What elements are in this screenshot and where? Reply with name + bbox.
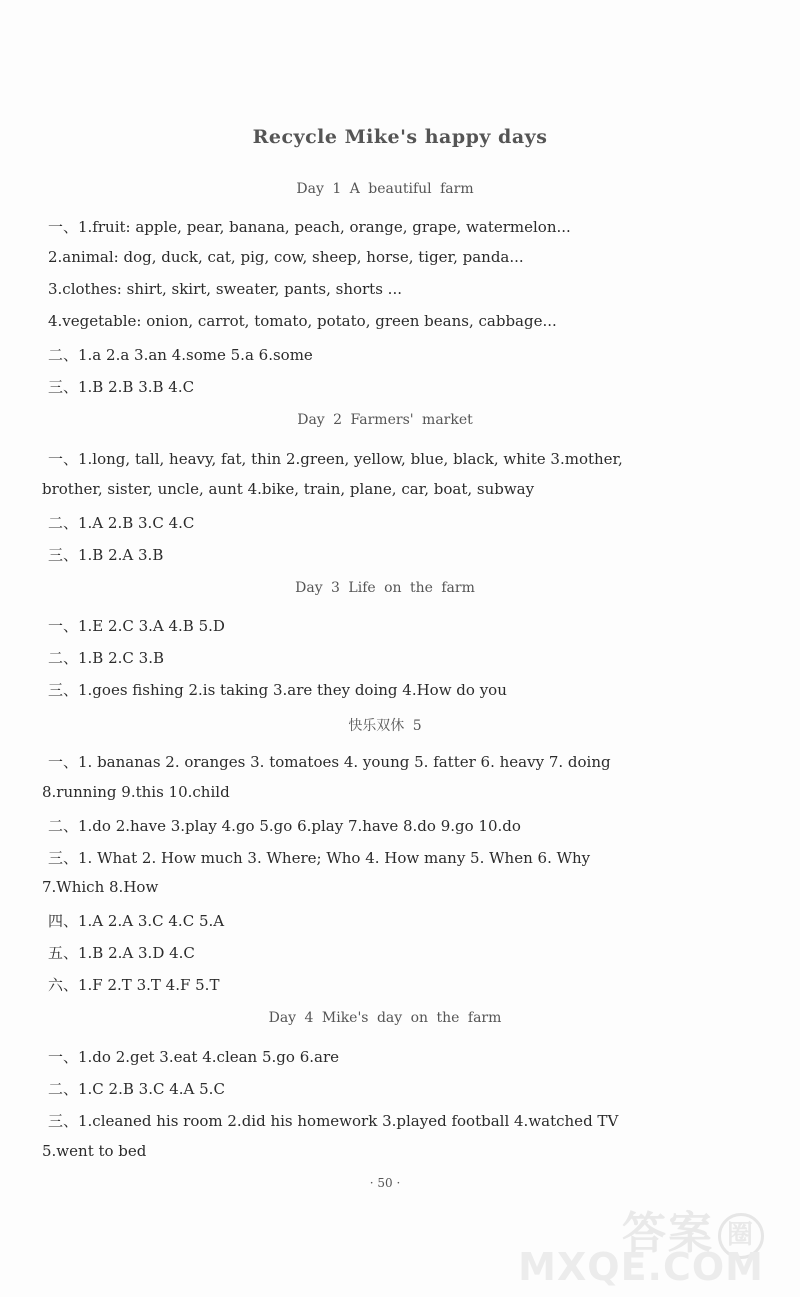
- answer-line: 一、1.fruit: apple, pear, banana, peach, orange, grape, watermelon...: [48, 218, 571, 236]
- answer-line: 三、1.cleaned his room 2.did his homework 3.played football 4.watched TV: [48, 1112, 619, 1130]
- answer-line: 二、1.a 2.a 3.an 4.some 5.a 6.some: [48, 346, 313, 364]
- section-heading-day4: Day 4 Mike's day on the farm: [268, 1010, 502, 1026]
- site-watermark: [410, 1197, 788, 1289]
- answer-line: 8.running 9.this 10.child: [42, 783, 230, 801]
- page-number: · 50 ·: [369, 1176, 401, 1190]
- answer-line: 3.clothes: shirt, skirt, sweater, pants, shorts ...: [48, 280, 402, 298]
- answer-line: brother, sister, uncle, aunt 4.bike, train, plane, car, boat, subway: [42, 480, 535, 498]
- answer-line: 二、1.do 2.have 3.play 4.go 5.go 6.play 7.have 8.do 9.go 10.do: [48, 817, 521, 835]
- watermark-text-bottom: MXQE.COM: [518, 1245, 764, 1289]
- answer-line: 4.vegetable: onion, carrot, tomato, potato, green beans, cabbage...: [48, 312, 557, 330]
- answer-line: 二、1.A 2.B 3.C 4.C: [48, 514, 195, 532]
- answer-line: 一、1.long, tall, heavy, fat, thin 2.green, yellow, blue, black, white 3.mother,: [48, 450, 623, 468]
- answer-line: 三、1.B 2.A 3.B: [48, 546, 164, 564]
- answer-line: 六、1.F 2.T 3.T 4.F 5.T: [48, 976, 220, 994]
- answer-line: 二、1.B 2.C 3.B: [48, 649, 164, 667]
- answer-line: 二、1.C 2.B 3.C 4.A 5.C: [48, 1080, 225, 1098]
- answer-line: 7.Which 8.How: [42, 878, 159, 896]
- answer-line: 一、1.do 2.get 3.eat 4.clean 5.go 6.are: [48, 1048, 339, 1066]
- section-heading-day2: Day 2 Farmers' market: [297, 412, 473, 428]
- answer-line: 一、1.E 2.C 3.A 4.B 5.D: [48, 617, 225, 635]
- watermark-badge-icon: 圈: [718, 1213, 764, 1259]
- answer-line: 三、1. What 2. How much 3. Where; Who 4. How many 5. When 6. Why: [48, 849, 591, 867]
- answer-line: 三、1.B 2.B 3.B 4.C: [48, 378, 195, 396]
- answer-line: 一、1. bananas 2. oranges 3. tomatoes 4. young 5. fatter 6. heavy 7. doing: [48, 753, 611, 771]
- answer-line: 三、1.goes fishing 2.is taking 3.are they doing 4.How do you: [48, 681, 507, 699]
- answer-line: 2.animal: dog, duck, cat, pig, cow, sheep, horse, tiger, panda...: [48, 248, 524, 266]
- section-heading-weekend5: 快乐双休 5: [348, 718, 422, 734]
- answer-line: 5.went to bed: [42, 1142, 147, 1160]
- watermark-top-label: 答案: [622, 1208, 714, 1259]
- section-heading-day1: Day 1 A beautiful farm: [296, 181, 474, 197]
- page-title: Recycle Mike's happy days: [252, 126, 548, 148]
- answer-line: 四、1.A 2.A 3.C 4.C 5.A: [48, 912, 225, 930]
- answer-line: 五、1.B 2.A 3.D 4.C: [48, 944, 195, 962]
- section-heading-day3: Day 3 Life on the farm: [295, 580, 475, 596]
